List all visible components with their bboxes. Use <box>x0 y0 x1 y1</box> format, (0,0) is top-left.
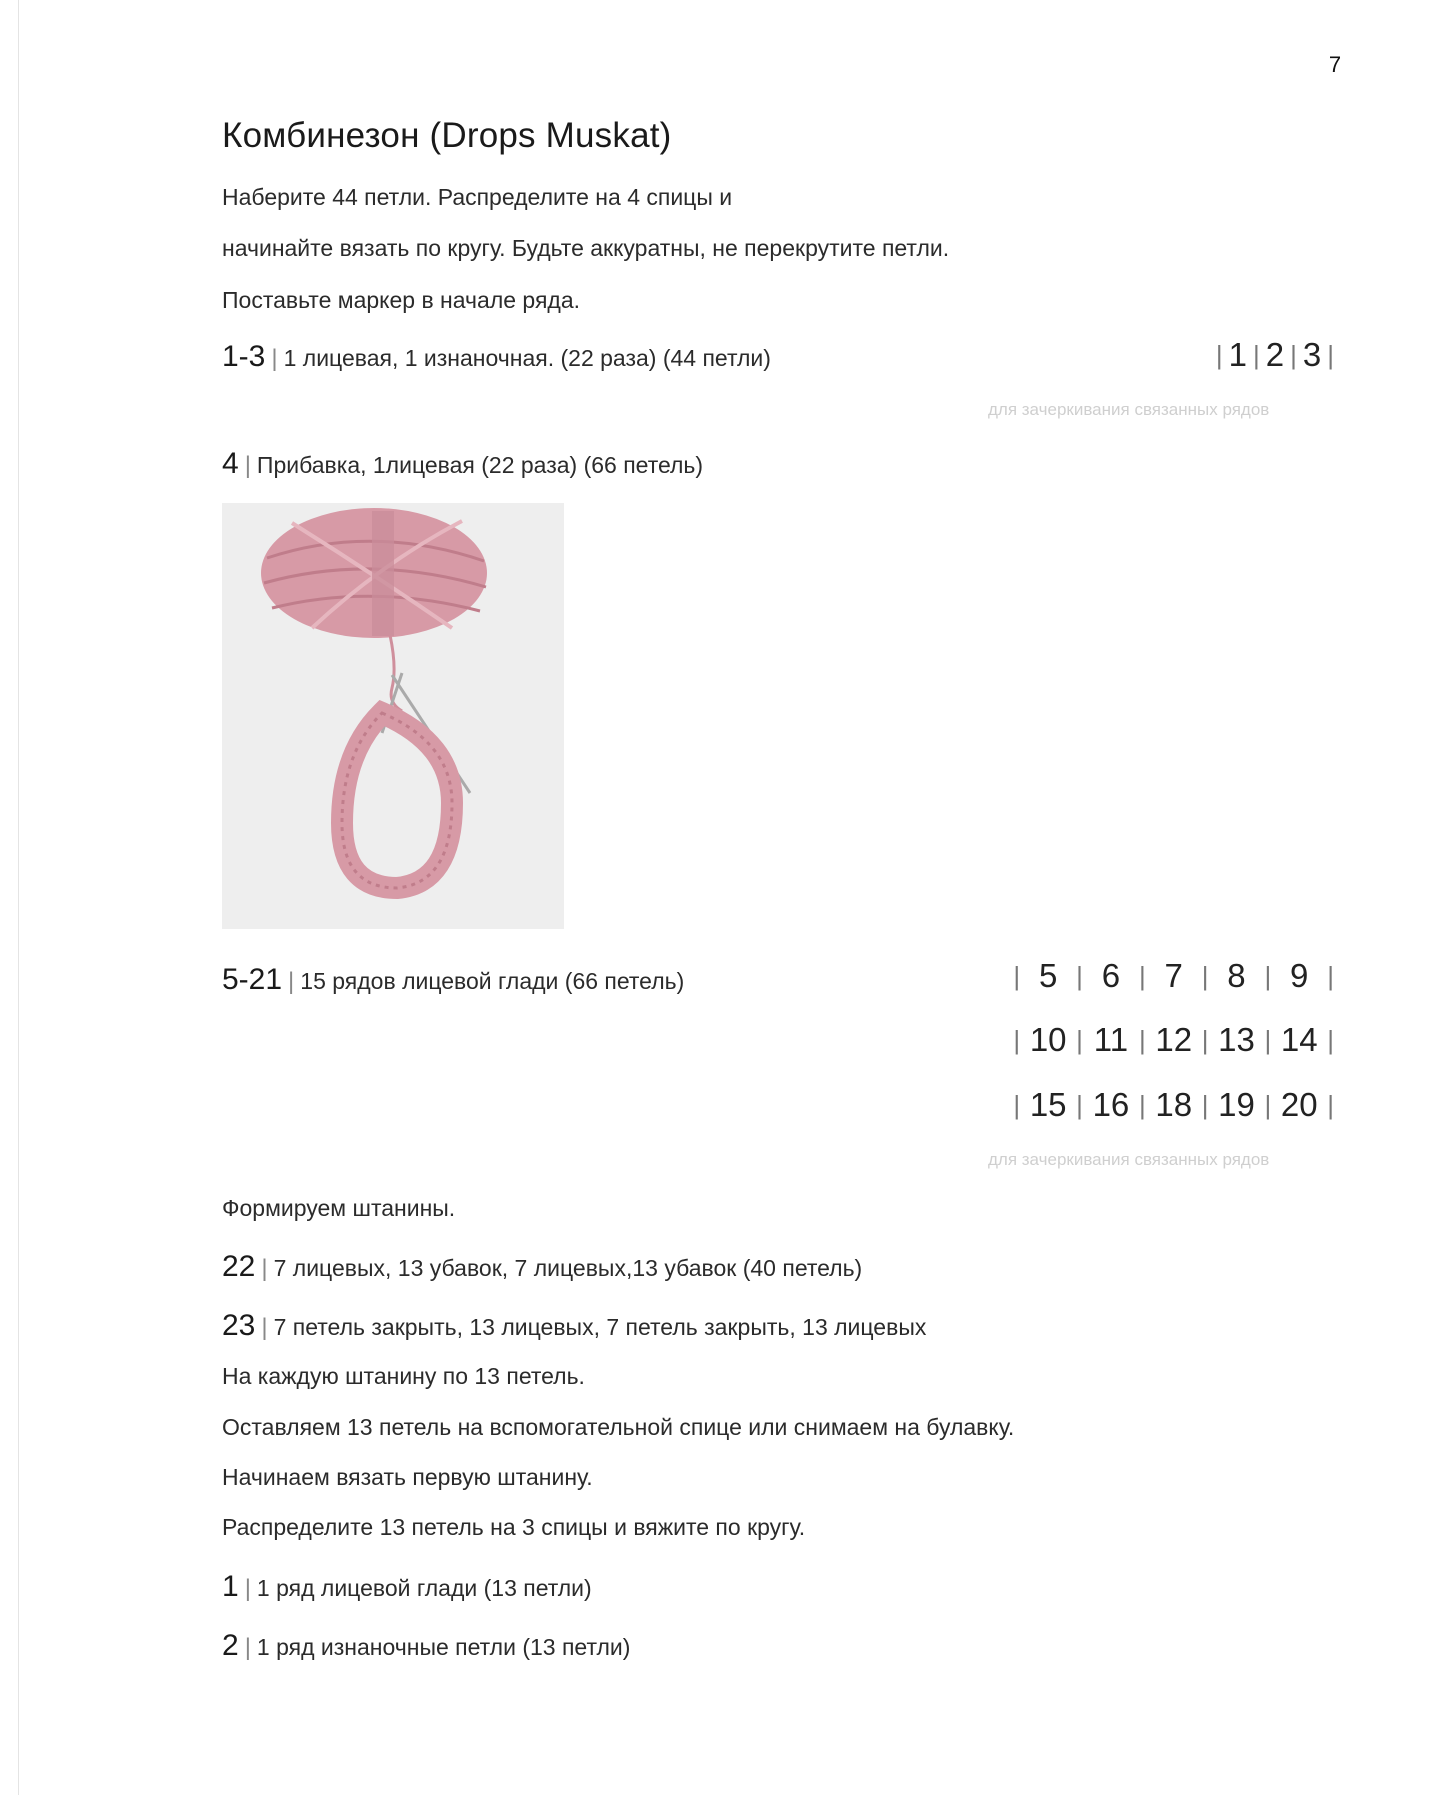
tracker-cell[interactable]: 1 <box>1228 336 1247 373</box>
row-separator: | <box>271 345 278 372</box>
tracker-divider: | <box>1138 1024 1146 1055</box>
note-line-3: Начинаем вязать первую штанину. <box>222 1464 593 1490</box>
tracker-cell[interactable]: 10 <box>1029 1021 1067 1058</box>
row-number: 22 <box>222 1250 256 1283</box>
tracker-cell[interactable]: 3 <box>1302 336 1322 373</box>
page-number: 7 <box>1328 52 1342 77</box>
tracker-cell[interactable]: 16 <box>1092 1086 1130 1123</box>
row-number: 1-3 <box>222 340 266 373</box>
tracker-divider: | <box>1264 960 1272 991</box>
tracker-cell[interactable]: 12 <box>1155 1021 1193 1058</box>
tracker-divider: | <box>1076 1089 1083 1120</box>
tracker-divider: | <box>1138 1089 1146 1120</box>
row-number: 2 <box>222 1629 239 1662</box>
row-separator: | <box>244 1575 251 1602</box>
note-line-2: Оставляем 13 петель на вспомогательной спице или снимаем на булавку. <box>222 1414 1015 1440</box>
row-number: 1 <box>222 1570 239 1603</box>
row-separator: | <box>244 452 251 479</box>
row-tracker-1-3 <box>1180 336 1340 374</box>
tracker-hint: для зачеркивания связанных рядов <box>988 400 1270 419</box>
row-2 <box>222 1629 630 1663</box>
yarn-photo <box>222 503 564 929</box>
row-instruction: 1 ряд изнаночные петли (13 петли) <box>256 1634 631 1660</box>
tracker-divider: | <box>1215 339 1223 370</box>
tracker-divider: | <box>1264 1089 1272 1120</box>
tracker-divider: | <box>1201 1024 1209 1055</box>
tracker-divider: | <box>1138 960 1146 991</box>
tracker-divider: | <box>1013 1024 1021 1055</box>
row-instruction: 1 лицевая, 1 изнаночная. (22 раза) (44 петли) <box>283 345 771 371</box>
tracker-cell[interactable]: 19 <box>1218 1086 1255 1123</box>
page-title: Комбинезон (Drops Muskat) <box>222 116 672 155</box>
tracker-divider: | <box>1327 339 1334 370</box>
tracker-row-3 <box>980 1086 1340 1124</box>
row-instruction: 15 рядов лицевой глади (66 петель) <box>300 968 685 994</box>
row-instruction: Прибавка, 1лицевая (22 раза) (66 петель) <box>256 452 704 478</box>
tracker-cell[interactable]: 14 <box>1280 1021 1318 1058</box>
tracker-row-2 <box>980 1021 1340 1059</box>
tracker-divider: | <box>1252 339 1260 370</box>
note-line-1: На каждую штанину по 13 петель. <box>222 1363 585 1389</box>
intro-line-3: Поставьте маркер в начале ряда. <box>222 287 581 313</box>
tracker-divider: | <box>1013 1089 1021 1120</box>
page-edge <box>18 0 19 1795</box>
row-4 <box>222 447 703 481</box>
tracker-cell[interactable]: 20 <box>1280 1086 1318 1123</box>
tracker-divider: | <box>1264 1024 1272 1055</box>
tracker-cell[interactable]: 9 <box>1290 957 1309 994</box>
section-heading-legs: Формируем штанины. <box>222 1195 456 1221</box>
intro-line-1: Наберите 44 петли. Распределите на 4 спицы и <box>222 184 733 210</box>
tracker-cell[interactable]: 8 <box>1227 957 1246 994</box>
row-22 <box>222 1250 862 1284</box>
tracker-divider: | <box>1201 1089 1209 1120</box>
tracker-divider: | <box>1327 1024 1334 1055</box>
tracker-divider: | <box>1327 960 1334 991</box>
tracker-hint: для зачеркивания связанных рядов <box>988 1150 1270 1169</box>
tracker-divider: | <box>1327 1089 1334 1120</box>
row-number: 23 <box>222 1309 256 1342</box>
row-23 <box>222 1309 926 1343</box>
tracker-cell[interactable]: 13 <box>1218 1021 1255 1058</box>
row-separator: | <box>288 968 295 995</box>
row-number: 4 <box>222 447 239 480</box>
tracker-cell[interactable]: 6 <box>1101 957 1121 994</box>
tracker-divider: | <box>1290 339 1297 370</box>
yarn-illustration <box>222 503 564 929</box>
row-5-21 <box>222 963 684 997</box>
row-separator: | <box>261 1314 268 1341</box>
tracker-divider: | <box>1013 960 1021 991</box>
intro-line-2: начинайте вязать по кругу. Будьте аккуратны, не перекрутите петли. <box>222 235 950 261</box>
row-1-3 <box>222 340 771 374</box>
row-instruction: 1 ряд лицевой глади (13 петли) <box>256 1575 592 1601</box>
tracker-cell[interactable]: 7 <box>1164 957 1183 994</box>
row-separator: | <box>261 1255 268 1282</box>
tracker-cell[interactable]: 11 <box>1093 1021 1129 1058</box>
tracker-cell[interactable]: 15 <box>1029 1086 1067 1123</box>
tracker-cell[interactable]: 5 <box>1038 957 1058 994</box>
row-number: 5-21 <box>222 963 283 996</box>
row-separator: | <box>244 1634 251 1661</box>
tracker-row-1 <box>980 957 1340 995</box>
note-line-4: Распределите 13 петель на 3 спицы и вяжите по кругу. <box>222 1514 806 1540</box>
row-instruction: 7 лицевых, 13 убавок, 7 лицевых,13 убавок (40 петель) <box>273 1255 863 1281</box>
tracker-divider: | <box>1076 960 1083 991</box>
row-instruction: 7 петель закрыть, 13 лицевых, 7 петель закрыть, 13 лицевых <box>273 1314 927 1340</box>
tracker-cell[interactable]: 2 <box>1265 336 1285 373</box>
tracker-divider: | <box>1201 960 1209 991</box>
tracker-cell[interactable]: 18 <box>1155 1086 1193 1123</box>
tracker-divider: | <box>1076 1024 1083 1055</box>
row-1 <box>222 1570 592 1604</box>
